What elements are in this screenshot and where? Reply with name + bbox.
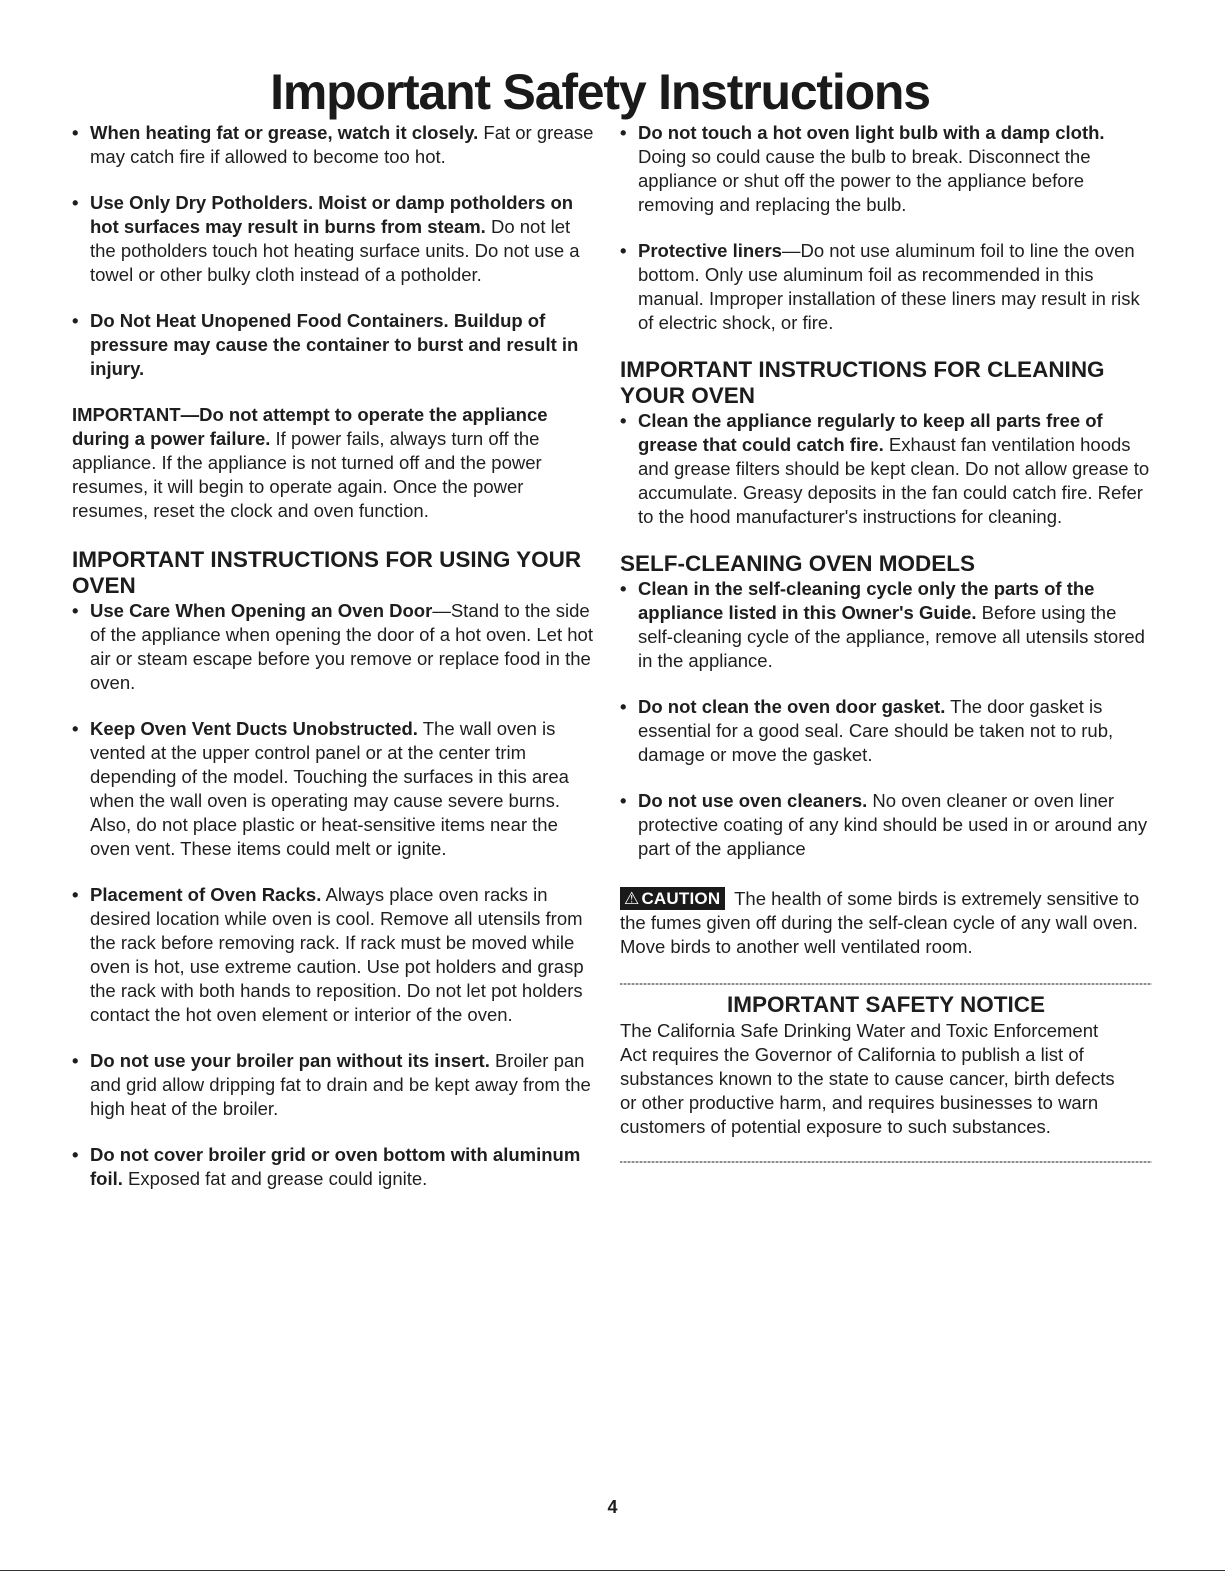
notice-title: IMPORTANT SAFETY NOTICE [727,992,1045,1017]
bullet-bold: Do not clean the oven door gasket. [638,696,946,717]
list-item [72,599,596,695]
list-item [72,1049,596,1121]
bullet-text: Fat or grease may catch fire if allowed to become too hot. [90,122,594,167]
section-heading-self-clean: SELF-CLEANING OVEN MODELS [620,551,976,576]
bullet-icon: • [620,410,627,431]
power-failure-paragraph [72,403,596,523]
bullet-icon: • [620,790,627,811]
bullet-text: The door gasket is essential for a good seal. Care should be taken not to rub, damage or move the gasket. [638,696,1114,765]
bullet-icon: • [72,718,79,739]
caution-label: CAUTION [641,889,721,908]
right-column [620,121,1152,1163]
bullet-text: Exhaust fan ventilation hoods and grease filters should be kept clean. Do not allow grease to accumulate. Greasy deposits in the fan could catch fire. Refer to the hood manufacturer's instructions for cleaning. [638,434,1150,527]
list-item [620,239,1152,335]
bullet-icon: • [72,600,79,621]
bullet-icon: • [620,578,627,599]
bullet-icon: • [620,122,627,143]
bullet-text: —Stand to the side of the appliance when opening the door of a hot oven. Let hot air or steam escape before you remove or replace food in the oven. [90,600,593,693]
bullet-bold: Do not use oven cleaners. [638,790,868,811]
bullet-bold: Use Care When Opening an Oven Door [90,600,433,621]
list-item [620,409,1152,529]
list-item [620,695,1152,767]
bullet-bold: Use Only Dry Potholders. Moist or damp potholders on hot surfaces may result in burns from steam. [90,192,574,237]
bullet-text: No oven cleaner or oven liner protective coating of any kind should be used in or around any part of the appliance [638,790,1148,859]
list-item [72,717,596,861]
list-item [620,121,1152,217]
divider [620,1161,1152,1163]
bullet-text: Doing so could cause the bulb to break. Disconnect the appliance or shut off the power to the appliance before removing and replacing the bulb. [638,146,1091,215]
list-item [620,789,1152,861]
bullet-text: Exposed fat and grease could ignite. [122,1168,428,1189]
list-item [72,1143,596,1191]
bullet-icon: • [72,884,79,905]
bullet-bold: When heating fat or grease, watch it closely. [90,122,479,143]
page-number: 4 [607,1497,618,1517]
bullet-bold: Do not use your broiler pan without its insert. [90,1050,490,1071]
bullet-icon: • [72,1144,79,1165]
bullet-text: The wall oven is vented at the upper control panel or at the center trim depending of the model. Touching the surfaces in this area when the wall oven is operating may cause severe burns. Also, do not place plastic or heat-sensitive items near the oven vent. These items could melt or ignite. [90,718,569,859]
caution-badge [620,887,725,910]
caution-paragraph [620,887,1152,959]
list-item [72,191,596,287]
bullet-bold: Do Not Heat Unopened Food Containers. Buildup of pressure may cause the container to burst and result in injury. [90,310,579,379]
left-column [72,121,596,1191]
section-heading-cleaning: IMPORTANT INSTRUCTIONS FOR CLEANING YOUR OVEN [620,357,1105,408]
bullet-text: Always place oven racks in desired location while oven is cool. Remove all utensils from the rack before removing rack. If rack must be moved while oven is hot, use extreme caution. Use pot holders and grasp the rack with both hands to reposition. Do not let pot holders contact the hot oven element or interior of the oven. [90,884,584,1025]
bullet-bold: Clean the appliance regularly to keep all parts free of grease that could catch fire. [638,410,1103,455]
section-heading-using: IMPORTANT INSTRUCTIONS FOR USING YOUR OVEN [72,547,582,598]
warning-triangle-icon: ⚠ [624,889,640,908]
bullet-text: Broiler pan and grid allow dripping fat to drain and be kept away from the high heat of the broiler. [90,1050,591,1119]
bullet-icon: • [620,240,627,261]
bullet-icon: • [72,122,79,143]
bullet-icon: • [72,1050,79,1071]
list-item [72,121,596,169]
important-text: If power fails, always turn off the appliance. If the appliance is not turned off and the power resumes, it will begin to operate again. Once the power resumes, reset the clock and oven function. [72,428,542,521]
list-item [72,309,596,381]
bullet-icon: • [72,192,79,213]
notice-text: The California Safe Drinking Water and Toxic Enforcement Act requires the Governor of California to publish a list of substances known to the state to cause cancer, birth defects or other productive harm, and requires businesses to warn customers of potential exposure to such substances. [620,1020,1115,1137]
bullet-bold: Placement of Oven Racks. [90,884,322,905]
list-item [72,883,596,1027]
bullet-bold: Protective liners [638,240,782,261]
important-bold: IMPORTANT—Do not attempt to operate the appliance during a power failure. [72,404,548,449]
bullet-text: —Do not use aluminum foil to line the oven bottom. Only use aluminum foil as recommended in this manual. Improper installation of these liners may result in risk of electric shock, or fire. [638,240,1140,333]
bullet-bold: Do not touch a hot oven light bulb with a damp cloth. [638,122,1105,143]
page-title: Important Safety Instructions [270,64,930,120]
bullet-icon: • [620,696,627,717]
list-item [620,577,1152,673]
caution-text: The health of some birds is extremely sensitive to the fumes given off during the self-clean cycle of any wall oven. Move birds to another well ventilated room. [620,888,1140,957]
bullet-icon: • [72,310,79,331]
bullet-text: Do not let the potholders touch hot heating surface units. Do not use a towel or other bulky cloth instead of a potholder. [90,216,580,285]
bullet-bold: Do not cover broiler grid or oven bottom with aluminum foil. [90,1144,581,1189]
bullet-bold: Keep Oven Vent Ducts Unobstructed. [90,718,418,739]
bullet-bold: Clean in the self-cleaning cycle only the parts of the appliance listed in this Owner's Guide. [638,578,1095,623]
bullet-text: Before using the self-cleaning cycle of the appliance, remove all utensils stored in the appliance. [638,602,1145,671]
page-bottom-rule [0,1570,1225,1571]
